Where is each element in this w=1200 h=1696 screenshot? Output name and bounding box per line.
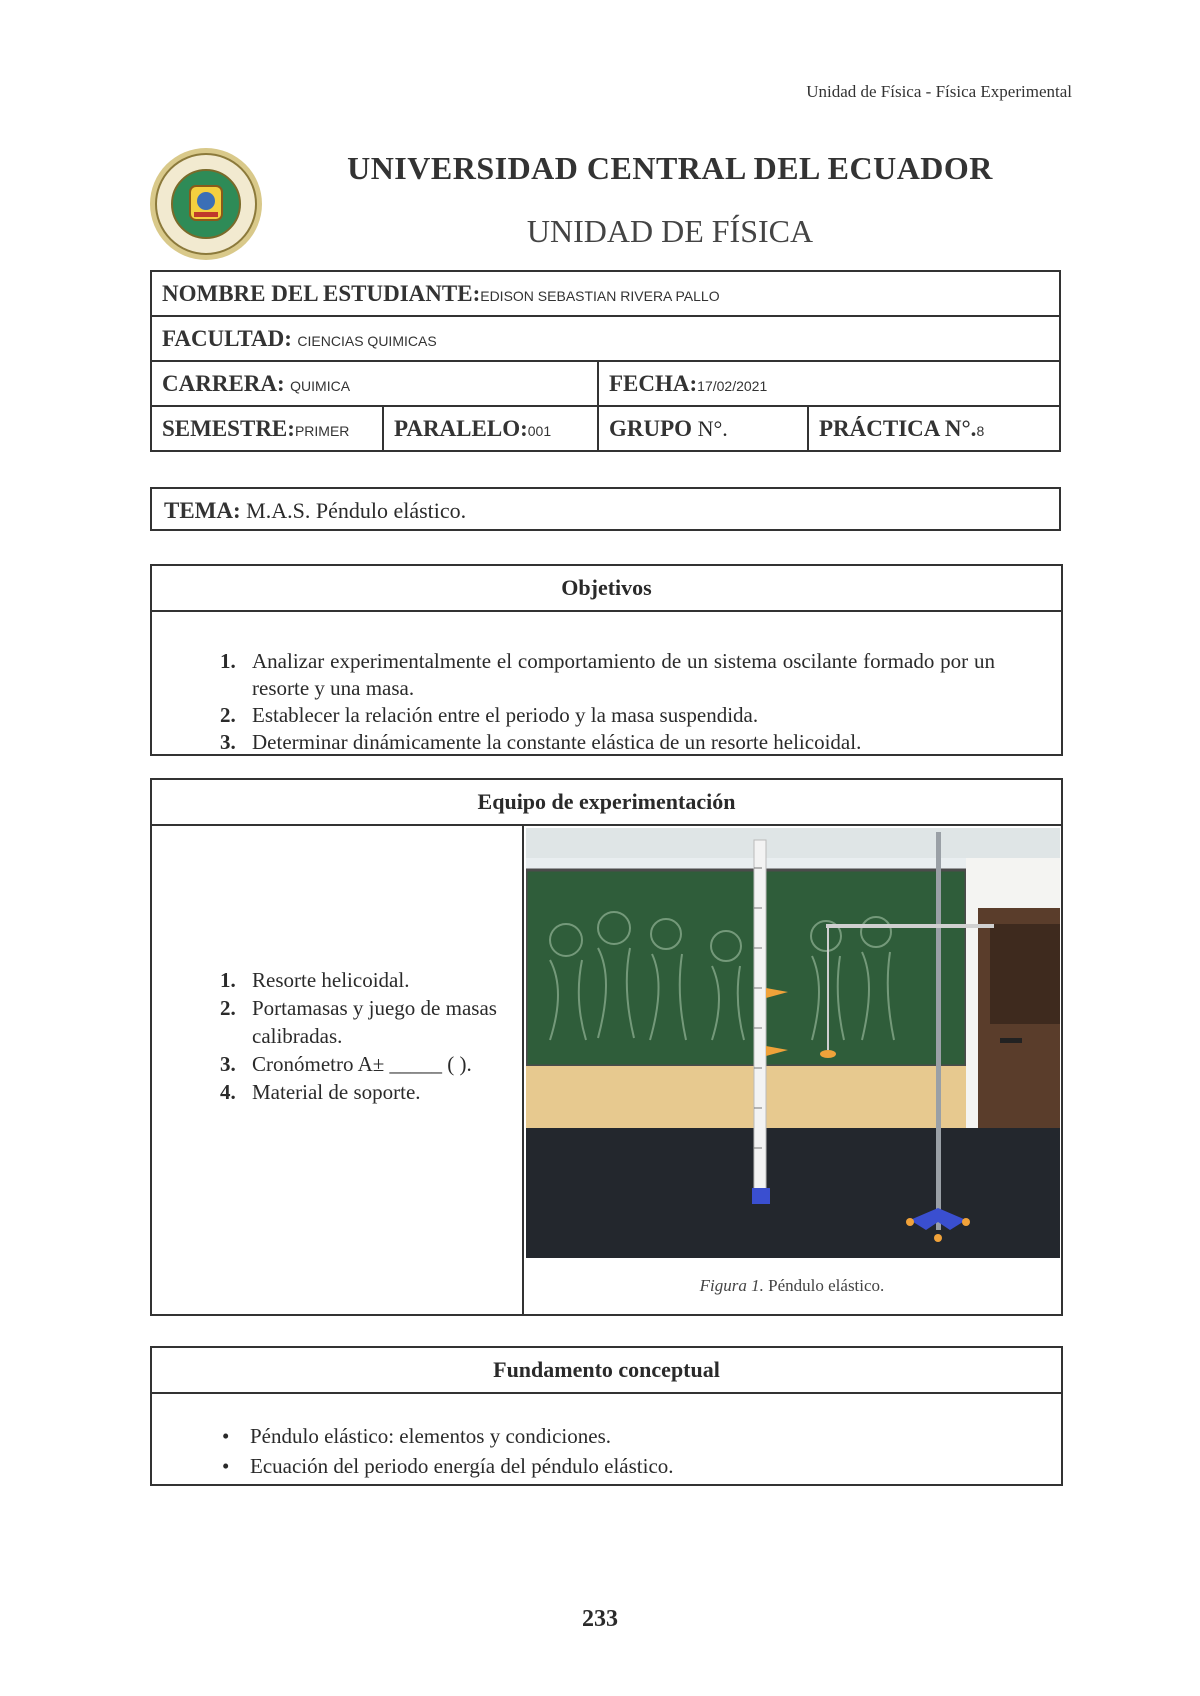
list-item: 4. Material de soporte. (220, 1080, 421, 1104)
career-cell (151, 361, 598, 406)
equipo-title: Equipo de experimentación (152, 780, 1061, 826)
tema-value: M.A.S. Péndulo elástico. (246, 498, 467, 523)
objetivos-box (150, 564, 1063, 756)
objetivo-text: Analizar experimentalmente el comportamiento de un sistema oscilante formado por un resorte y una masa. (252, 649, 995, 700)
date-cell (598, 361, 1060, 406)
fundamento-list (152, 1394, 1061, 1481)
tema-label: TEMA: (164, 498, 241, 523)
student-name-value: EDISON SEBASTIAN RIVERA PALLO (480, 287, 720, 304)
equipo-text: Cronómetro A± _____ ( ). (252, 1052, 472, 1076)
list-item: 2. Establecer la relación entre el periodo y la masa suspendida. (220, 703, 759, 727)
date-value: 17/02/2021 (697, 377, 768, 394)
running-header: Unidad de Física - Física Experimental (806, 82, 1072, 101)
equipo-list-panel (152, 826, 524, 1314)
university-title: UNIVERSIDAD CENTRAL DEL ECUADOR (347, 150, 993, 186)
group-suffix: N°. (697, 415, 728, 441)
parallel-cell (383, 406, 598, 451)
group-cell (598, 406, 808, 451)
student-info-table (150, 270, 1061, 452)
practice-cell (808, 406, 1060, 451)
list-item: • Ecuación del periodo energía del péndulo elástico. (152, 1451, 1061, 1481)
career-label: CARRERA: (162, 370, 285, 396)
practice-value: 8 (976, 422, 985, 439)
parallel-label: PARALELO: (394, 415, 528, 441)
objetivo-text: Establecer la relación entre el periodo y la masa suspendida. (252, 703, 759, 727)
equipo-list (152, 966, 522, 1106)
equipo-text: Portamasas y juego de masas calibradas. (252, 996, 497, 1048)
equipo-box (150, 778, 1063, 1316)
equipo-text: Material de soporte. (252, 1080, 421, 1104)
list-item: 1. Analizar experimentalmente el comportamiento de un sistema oscilante formado por un resorte y una masa. (220, 649, 995, 700)
list-item: 1. Resorte helicoidal. (220, 968, 410, 992)
student-name-cell (151, 271, 1060, 316)
list-item: • Péndulo elástico: elementos y condiciones. (152, 1421, 1061, 1451)
date-label: FECHA: (609, 370, 698, 396)
group-label: GRUPO (609, 415, 693, 441)
figure-caption (524, 1276, 1060, 1296)
semester-cell (151, 406, 383, 451)
fundamento-box (150, 1346, 1063, 1486)
figure-caption-label: Figura 1. (699, 1276, 764, 1295)
page-number: 233 (582, 1606, 618, 1632)
figure-caption-text: Péndulo elástico. (768, 1276, 885, 1295)
student-name-label: NOMBRE DEL ESTUDIANTE: (162, 280, 481, 306)
faculty-value: CIENCIAS QUIMICAS (297, 332, 437, 349)
tema-box (150, 487, 1061, 531)
unit-title: UNIDAD DE FÍSICA (526, 213, 814, 249)
parallel-value: 001 (527, 422, 552, 439)
list-item: 2. Portamasas y juego de masas calibradas. (220, 996, 497, 1048)
list-item: 3. Cronómetro A± _____ ( ). (220, 1052, 472, 1076)
practice-label: PRÁCTICA N°. (819, 415, 977, 441)
objetivos-list (152, 612, 1061, 756)
pendulum-lab-image (526, 828, 1060, 1258)
career-value: QUIMICA (290, 377, 351, 394)
objetivos-title: Objetivos (152, 566, 1061, 612)
fundamento-title: Fundamento conceptual (152, 1348, 1061, 1394)
equipo-text: Resorte helicoidal. (252, 968, 410, 992)
faculty-cell (151, 316, 1060, 361)
semester-value: PRIMER (294, 422, 350, 439)
objetivo-text: Determinar dinámicamente la constante elástica de un resorte helicoidal. (252, 730, 862, 754)
semester-label: SEMESTRE: (162, 415, 295, 441)
list-item: 3. Determinar dinámicamente la constante elástica de un resorte helicoidal. (220, 730, 862, 754)
faculty-label: FACULTAD: (162, 325, 292, 351)
